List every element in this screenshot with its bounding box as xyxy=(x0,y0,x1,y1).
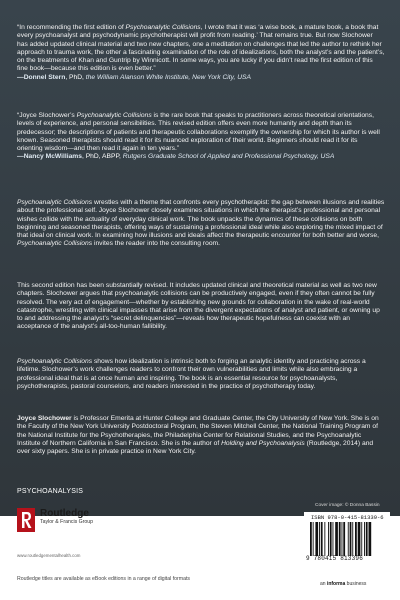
review-quote-stern: “In recommending the first edition of Psychoanalytic Collisions, I wrote that it was ‘a wise book, a mature book, a book that every psychoanalyst and psychodynamic psychotherapist will profit from reading.’ That remains true. But now Slochower has added updated clinical material and two new chapters, one a meditation on challenges that led the author to rethink her approach to trauma work, the other a fascinating examination of the role of idealizations, both the analyst’s and the patient’s, on the treatments of Khan and Guntrip by Winnicott. In some ways, you are lucky if you didn’t read the first edition of this fine book—because this edition is even better.” —Donnel Stern, PhD, the William Alanson White Institute, New York City, USA xyxy=(17,24,385,81)
isbn-label: ISBN 978-0-415-81339-6 xyxy=(311,514,384,521)
routledge-logo-icon xyxy=(17,508,35,532)
publisher-website: www.routledgementalhealth.com xyxy=(17,553,81,558)
publisher-name: Routledge xyxy=(40,508,89,519)
publisher-logo xyxy=(17,506,177,538)
category-label: PSYCHOANALYSIS xyxy=(17,488,84,495)
quote-attribution: —Donnel Stern, PhD, the William Alanson White Institute, New York City, USA xyxy=(17,73,251,81)
ebook-note: Routledge titles are available as eBook editions in a range of digital formats xyxy=(17,576,191,582)
publisher-group: Taylor & Francis Group xyxy=(40,519,94,525)
cover-image-credit: Cover image: © Donna Bassin xyxy=(315,503,380,508)
quote-attribution: —Nancy McWilliams, PhD, ABPP, Rutgers Graduate School of Applied and Professional Psychology, USA xyxy=(17,153,335,161)
description-paragraph-3: Psychoanalytic Collisions shows how idealization is intrinsic both to forging an analytic identity and practicing across a lifetime. Slochower’s work challenges readers to confront their own vulnerabilities and limits while also embracing a professional ideal that is at once human and inspiring. The book is an essential resource for psychoanalysts, psychotherapists, pastoral counselors, and readers interested in the practice of psychotherapy today. xyxy=(17,358,366,390)
barcode-icon xyxy=(310,522,384,556)
barcode-digits: 9 780415 813396 xyxy=(306,555,364,562)
description-paragraph-1: Psychoanalytic Collisions wrestles with a theme that confronts every psychotherapist: the gap between illusions and realities about the professional self. Joyce Slochower closely examines situations in which the therapist’s professional and personal wishes collide with the actuality of everyday clinical work. The book unpacks the dynamics of these collisions on both beginning and seasoned therapists, offering ways of sustaining a professional ideal while also exploring the mixed impact of that ideal on clinical work. In examining how illusions and ideals affect the therapeutic encounter for both better and worse, Psychoanalytic Collisions invites the reader into the consulting room. xyxy=(17,199,385,248)
description-paragraph-2: This second edition has been substantially revised. It includes updated clinical and theoretical material as well as two new chapters. Slochower argues that psychoanalytic collisions can be productively engaged, even if they often cannot be fully resolved. The very act of engagement—whether by establishing new grounds for collaboration in the wake of real-world catastrophe, wrestling with clinical impasses that arise from the divergent expectations of analyst and patient, or owning up to and addressing the analyst’s “secret delinquencies”—reveals how therapeutic hopefulness can coexist with an acceptance of the analyst’s all-too-human fallibility. xyxy=(17,282,380,331)
informa-business-label: an informa business xyxy=(320,581,367,587)
barcode-block xyxy=(304,512,390,572)
author-bio: Joyce Slochower is Professor Emerita at Hunter College and Graduate Center, the City University of New York. She is on the Faculty of the New York University Postdoctoral Program, the Steven Mitchell Center, the National Training Program of the National Institute for the Psychotherapies, the Philadelphia Center for Relational Studies, and the Psychoanalytic Institute of Northern California in San Francisco. She is the author of Holding and Psychoanalysis (Routledge, 2014) and over sixty papers. She is in private practice in New York City. xyxy=(17,415,379,456)
review-quote-mcwilliams: “Joyce Slochower’s Psychoanalytic Collisions is the rare book that speaks to practitioners across theoretical orientations, levels of experience, and personal sensibilities. This revised edition offers even more humanity and depth than its predecessor; the descriptions of patients and therapeutic collaborations exemplify the ownership for which its author is well known. Seasoned therapists should read it for its nuanced exploration of their world. Beginners should read it for its orienting wisdom—and then read it again in ten years.” —Nancy McWilliams, PhD, ABPP, Rutgers Graduate School of Applied and Professional Psychology, USA xyxy=(17,112,380,161)
